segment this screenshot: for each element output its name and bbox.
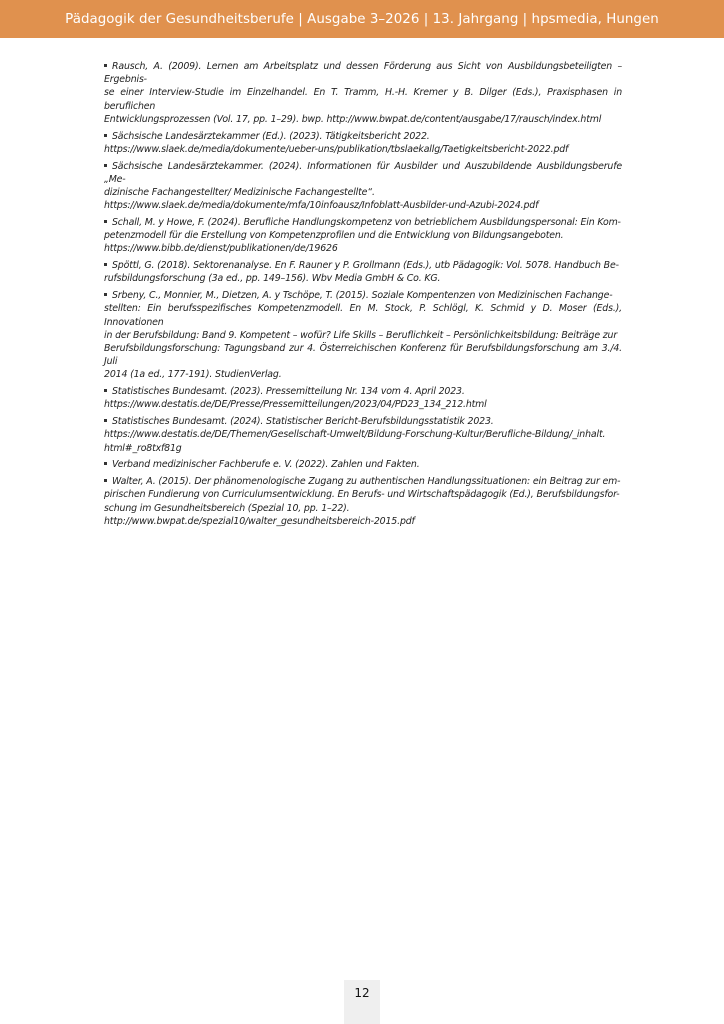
reference-text: Sächsische Landesärztekammer. (2024). Informationen für Ausbilder und Auszubildende Ausbildungsberufe „Me- dizinische Fachangestellter/ Medizinische Fachangestellte“. https://www.slaek.de/media/dokumente/mfa/10infoausz/Infoblatt-Ausbilder-und-Azubi-2024.pdf [104,160,622,212]
reference-item [104,216,622,256]
bullet-icon [104,220,107,223]
bullet-icon [104,389,107,392]
reference-text: Walter, A. (2015). Der phänomenologische Zugang zu authentischen Handlungssituationen: ein Beitrag zur em- pirischen Fundierung von Curriculumsentwicklung. En Berufs- und Wirtschaftspädagogik (Ed.), Berufsbildungsfor- schung im Gesundheitsbereich (Spezial 10, pp. 1–22). http://www.bwpat.de/spezial10/walter_gesundheitsbereich-2015.pdf [104,476,621,527]
reference-item [104,60,622,126]
page-header-title: Pädagogik der Gesundheitsberufe | Ausgabe 3–2026 | 13. Jahrgang | hpsmedia, Hungen [65,11,659,27]
reference-text: Statistisches Bundesamt. (2023). Pressemitteilung Nr. 134 vom 4. April 2023. https://www.destatis.de/DE/Presse/Pressemitteilungen/2023/04/PD23_134_212.html [104,386,487,411]
reference-text: Rausch, A. (2009). Lernen am Arbeitsplatz und dessen Förderung aus Sicht von Ausbildungsbeteiligten – Ergebnis- se einer Interview-Studie im Einzelhandel. En T. Tramm, H.-H. Kremer y B. Dilger (Eds.), Praxisphasen in beruflichen Entwicklungsprozessen (Vol. 17, pp. 1–29). bwp. http://www.bwpat.de/content/ausgabe/17/rausch/index.html [104,61,622,125]
reference-item [104,160,622,213]
reference-text: Srbeny, C., Monnier, M., Dietzen, A. y Tschöpe, T. (2015). Soziale Kompentenzen von Medizinischen Fachange- stellten: Ein berufsspezifisches Kompetenzmodell. En M. Stock, P. Schlögl, K. Schmid y D. Moser (Eds.), Innovationen in der Berufsbildung: Band 9. Kompetent – wofür? Life Skills – Beruflichkeit – Persönlichkeitsbildung: Beiträge zur Berufsbildungsforschung: Tagungsband zur 4. Österreichischen Konferenz für Berufsbildungsforschung am 3./4. Juli 2014 (1a ed., 177-191). StudienVerlag. [104,290,622,381]
bullet-icon [104,293,107,296]
reference-item [104,130,622,156]
reference-text: Sächsische Landesärztekammer (Ed.). (2023). Tätigkeitsbericht 2022. https://www.slaek.de/media/dokumente/ueber-uns/publikation/tbslaekallg/Taetigkeitsbericht-2022.pdf [104,130,569,155]
reference-item [104,475,622,528]
reference-text: Verband medizinischer Fachberufe e. V. (2022). Zahlen und Fakten. [112,459,420,471]
reference-item [104,458,622,471]
page-number: 12 [354,986,370,1000]
bullet-icon [104,263,107,266]
reference-list [104,60,622,532]
reference-text: Spöttl, G. (2018). Sektorenanalyse. En F. Rauner y P. Grollmann (Eds.), utb Pädagogik: Vol. 5078. Handbuch Be- rufsbildungsforschung (3a ed., pp. 149–156). Wbv Media GmbH & Co. KG. [104,260,619,285]
bullet-icon [104,164,107,167]
bullet-icon [104,462,107,465]
bullet-icon [104,64,107,67]
bullet-icon [104,134,107,137]
page-number-box [344,980,380,1024]
header-bar [0,0,724,38]
reference-item [104,415,622,455]
reference-item [104,289,622,381]
reference-item [104,385,622,411]
bullet-icon [104,419,107,422]
reference-text: Statistisches Bundesamt. (2024). Statistischer Bericht-Berufsbildungsstatistik 2023. https://www.destatis.de/DE/Themen/Gesellschaft-Umwelt/Bildung-Forschung-Kultur/Berufliche-Bildung/_inhalt. html#_ro8txf81g [104,416,606,454]
reference-text: Schall, M. y Howe, F. (2024). Berufliche Handlungskompetenz von betrieblichem Ausbildungspersonal: Ein Kom- petenzmodell für die Erstellung von Kompetenzprofilen und die Entwicklung von Bildungsangeboten. https://www.bibb.de/dienst/publikationen/de/19626 [104,217,621,255]
bullet-icon [104,479,107,482]
reference-item [104,259,622,285]
